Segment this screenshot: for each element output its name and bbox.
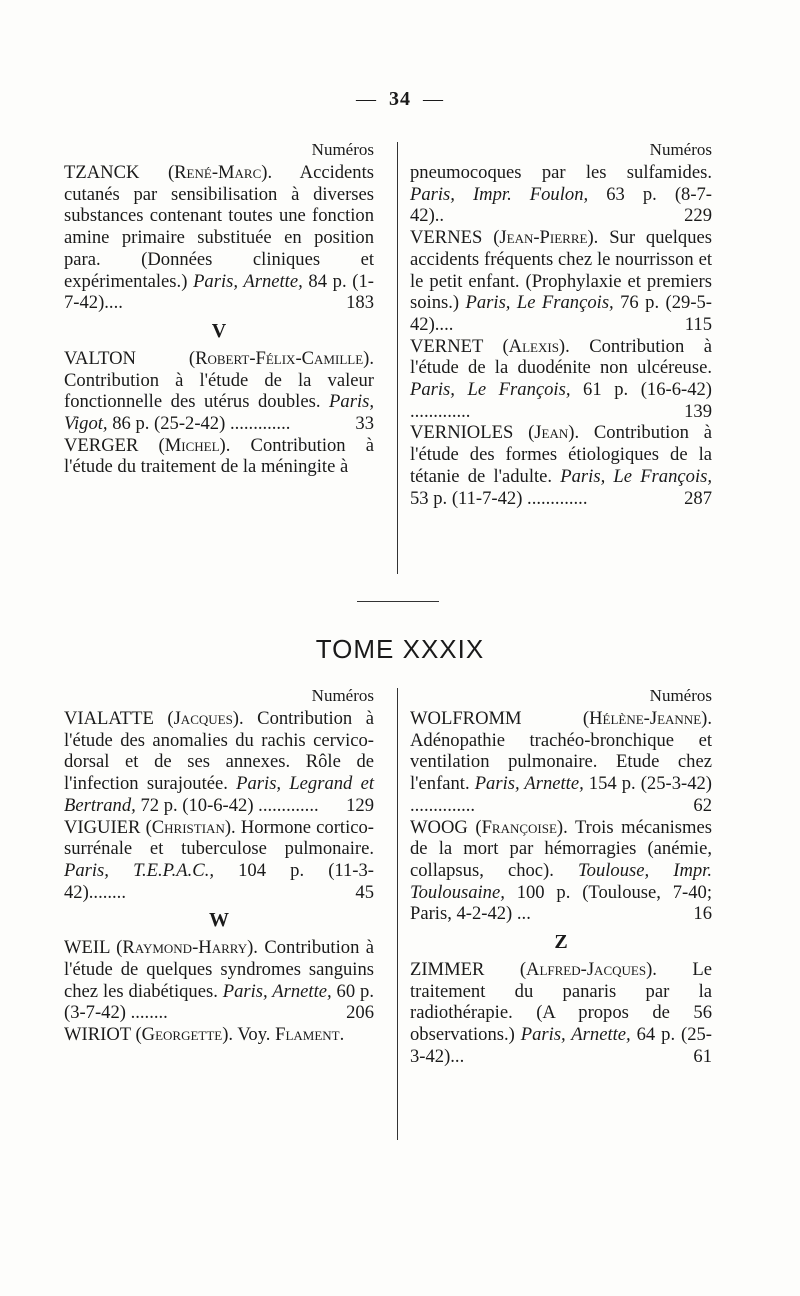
see-reference: Flament. [275,1024,345,1046]
entry-details: 64 p. (25-3-42)... [410,1024,712,1067]
entry-title: . Hormone cortico-surrénale et tuberculose pulmonaire. [64,816,374,860]
author-forename: (Jean-Pierre) [493,227,594,249]
numeros-header: Numéros [649,686,712,705]
entry-number: 16 [693,903,712,925]
author-forename: (Raymond-Harry) [116,937,254,959]
tome-title: TOME XXXIX [315,634,485,664]
index-entry [410,817,712,926]
index-entry [64,1024,374,1046]
entry-details: 61 p. (16-6-42) ............. [410,379,712,422]
entry-title: . Voy. [228,1024,276,1046]
entry-details: 86 p. (25-2-42) ............. [107,413,291,435]
author-name: WOLFROMM [410,708,522,729]
entry-details: 60 p. (3-7-42) ........ [64,980,374,1024]
entry-title: pneumocoques par les sulfamides. [410,162,712,183]
publisher: Paris, Vigot, [64,391,374,435]
entry-number: 183 [346,292,374,314]
author-forename: (Robert-Félix-Camille) [188,347,370,369]
author-forename: (Christian) [145,816,232,838]
index-entry [64,817,374,904]
author-forename: (Hélène-Jeanne) [582,708,708,729]
entries [410,708,712,1068]
author-forename: (Alexis) [502,335,566,357]
entry-number: 129 [346,794,374,816]
author-forename: (Jacques) [167,708,240,729]
entry-number: 45 [355,881,374,903]
publisher: Paris, Arnette, [193,270,303,292]
section-1-right-column [410,138,712,509]
index-entry [64,348,374,435]
entry-title: . Contribution à l'étude du traitement de la méningite à [64,434,374,478]
author-name: ZIMMER [410,959,485,981]
publisher: Paris, Legrand et Bertrand, [64,773,374,816]
publisher: Paris, Arnette, [474,773,584,795]
dash-left: — [356,88,377,110]
publisher: Paris, T.E.P.A.C., [64,859,214,881]
section-letter: W [209,909,229,932]
page-number [0,88,800,111]
entry-title: . Contribution à l'étude de quelques syndromes sanguins chez les diabétiques. [64,937,374,1002]
entry-details: 104 p. (11-3-42)........ [64,859,374,903]
author-name: VIALATTE [64,708,154,729]
author-forename: (Georgette) [135,1024,229,1046]
publisher: Paris, Le François, [560,465,712,487]
numeros-header: Numéros [311,140,374,159]
author-name: WIRIOT [64,1024,131,1046]
author-name: VERNIOLES [410,422,514,444]
author-name: VERNET [410,335,483,357]
author-name: WEIL [64,937,110,959]
column-divider [397,688,398,1140]
author-name: VALTON [64,347,136,369]
index-entry [64,162,374,314]
author-forename: (René-Marc) [167,162,268,183]
column-divider [397,142,398,574]
index-entry [64,708,374,817]
author-forename: (Jean) [528,422,575,444]
entry-number: 33 [355,413,374,435]
section-2-left-column [64,684,374,1046]
entry-number: 61 [693,1045,712,1067]
index-entry [410,708,712,817]
author-name: VERGER [64,434,139,456]
author-name: VERNES [410,227,483,249]
entry-number: 229 [684,205,712,227]
publisher: Toulouse, Impr. Toulousaine, [410,859,712,903]
author-forename: (Michel) [158,434,226,456]
section-divider [357,601,439,602]
section-letter: Z [554,931,568,954]
entry-details: 100 p. (Toulouse, 7-40; Paris, 4-2-42) ... [410,881,712,925]
entry-title: . Le traitement du panaris par la radiothérapie. (A propos de 56 observations.) [410,959,712,1046]
section-1-left-column [64,138,374,478]
entry-title: . Contribution à l'étude des formes étiologiques de la tétanie de l'adulte. [410,422,712,487]
entry-number: 206 [346,1002,374,1024]
entries [64,162,374,478]
publisher: Paris, Le François, [410,379,571,401]
entry-title: . Trois mécanismes de la mort par hémorragies (anémie, collapsus, choc). [410,816,712,881]
dash-right: — [423,88,444,110]
index-entry [410,422,712,509]
index-entry [64,435,374,478]
author-name: VIGUIER [64,816,141,838]
entry-details: 154 p. (25-3-42) .............. [410,773,712,816]
index-entry [410,959,712,1068]
entries [64,708,374,1046]
entry-number: 62 [693,794,712,816]
entry-details: 53 p. (11-7-42) ............. [410,487,588,509]
entry-title: . Sur quelques accidents fréquents chez le nourrisson et le petit enfant. (Prophylaxie et premiers soins.) [410,227,712,314]
publisher: Paris, Le François, [465,292,614,314]
entry-number: 287 [684,487,712,509]
entry-title: . Accidents cutanés par sensibilisation à diverses substances contenant toutes une fonction amine primaire substituée en position para. (Données cliniques et expérimentales.) [64,162,374,292]
entry-details: 63 p. (8-7-42).. [410,183,712,227]
publisher: Paris, Arnette, [520,1024,631,1046]
publisher: Paris, Impr. Foulon, [410,183,589,205]
entry-number: 139 [684,400,712,422]
page-number-value: 34 [389,88,411,110]
entry-details: 76 p. (29-5-42).... [410,292,712,335]
entry-title: . Adénopathie trachéo-bronchique et ventilation pulmonaire. Etude chez l'enfant. [410,708,712,795]
entry-details: 84 p. (1-7-42).... [64,270,374,314]
entry-title: . Contribution à l'étude de la duodénite non ulcéreuse. [410,335,712,379]
entry-details: 72 p. (10-6-42) ............. [135,794,319,816]
author-forename: (Alfred-Jacques) [519,959,653,981]
entry-number: 115 [684,313,712,335]
index-entry [410,336,712,423]
index-entry [410,227,712,336]
author-forename: (Françoise) [475,816,564,838]
entry-title: . Contribution à l'étude des anomalies du rachis cervico-dorsal et de ses annexes. Rôle de l'infection surajoutée. [64,708,374,795]
section-2-right-column [410,684,712,1068]
section-letter: V [211,319,227,342]
index-entry [64,937,374,1024]
publisher: Paris, Arnette, [222,980,332,1002]
author-name: TZANCK [64,162,140,183]
entry-title: . Contribution à l'étude de la valeur fonctionnelle des utérus doubles. [64,347,374,413]
entries [410,162,712,509]
numeros-header: Numéros [311,686,374,705]
index-entry [410,162,712,227]
numeros-header: Numéros [649,140,712,159]
author-name: WOOG [410,816,468,838]
